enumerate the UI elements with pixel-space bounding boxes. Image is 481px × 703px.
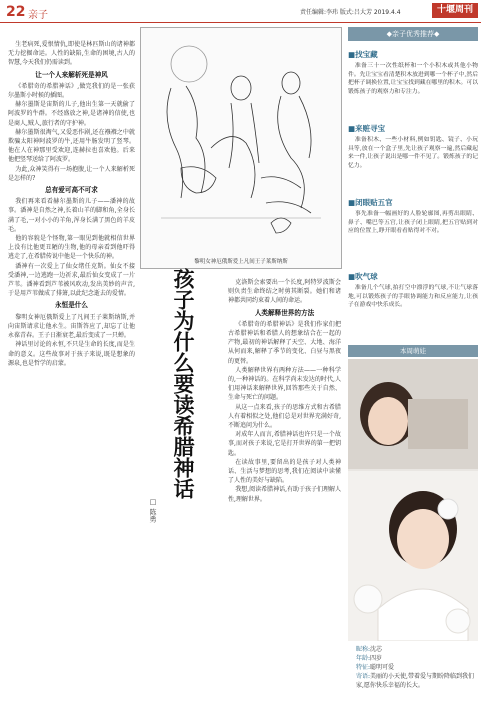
info-value: 美丽的小天使,带着爱与期盼降临到我们家,愿你快乐幸福的长大。: [356, 673, 474, 689]
activity-section: [348, 49, 478, 96]
activity-title: ■来赃寻宝: [348, 124, 386, 133]
activity-body: 准备几个气球,拍打空中漂浮的气球,不让气球落地,可以锻炼孩子的手眼协调能力和反应能力,让孩子在游戏中快乐成长。: [348, 285, 478, 309]
article-title: 孩子为什么要读希腊神话: [171, 268, 196, 499]
sidebar: [348, 27, 478, 699]
paragraph: 赫尔墨斯是宙斯的儿子,他出生第一天就偷了阿波罗的牛群。不经盛放之神,是诸神的信使,也是商人,贼人,旅行者的守护神。: [8, 101, 135, 127]
paragraph: 《希腊奇的希腊神话》是我们作家们把古希腊神话和希腊人的想象结合在一起的产物,最初的神话解释了天空、大地、海洋从何而来,解释了季节的变化、白昼与黑夜的更替。: [228, 320, 341, 365]
info-key: 寄语:: [356, 673, 371, 680]
info-key: 年龄:: [356, 655, 371, 662]
photo-header: 本周萌娃: [348, 345, 478, 357]
paragraph: 克洛斯会索要出一个长度,阿特罗波斯会则负责生命终结之时剪其断裂。她们和诸神都共同约束着人间的命运。: [228, 279, 341, 305]
subheading: 让一个人来解析死是神风: [35, 70, 108, 79]
paragraph: 我想,阅读希腊神话,有助于孩子们理解人性,理解世界。: [228, 486, 341, 503]
sketch-drawing: [141, 28, 341, 258]
paragraph: 我们再来看看赫尔墨斯的儿子——潘神的故事。潘神是自然之神,长着山羊的脚和角,全身长满了毛,一对小小的羊角,浑身长满了黑色的羊皮毛。: [8, 198, 135, 233]
baby-info: [356, 645, 474, 690]
activity-section: [348, 271, 478, 310]
page-number: 22: [6, 4, 26, 20]
sidebar-title: ◆亲子优秀推荐◆: [348, 27, 478, 41]
mythology-illustration: [140, 27, 342, 269]
article-author: □ 陈勇: [149, 498, 157, 523]
illustration-caption: 黎明女神厄俄斯爱上凡间王子莱斯纳斯: [194, 259, 288, 265]
baby-photo-image: [348, 359, 478, 641]
info-value: 聪明可爱: [370, 664, 395, 671]
section-name: 亲子: [28, 10, 48, 21]
activity-body: 准备积木、一些小材料,例如钥匙、镜子、小玩具等,放在一个盒子里,先让孩子观察一遍,然后藏起来一件,让孩子说出是哪一件不见了。锻炼孩子的记忆力。: [348, 137, 478, 169]
page-header: [0, 0, 481, 23]
activity-title: ■闭眼贴五官: [348, 198, 393, 207]
subheading: 人类解释世界的方法: [254, 308, 315, 317]
editor-credits: 责任编辑:李玮 版式:吕大芳 2019.4.4: [300, 9, 401, 16]
brand-logo: 十堰周刊: [432, 3, 478, 18]
paragraph: 生老病死,爱恨情仇,即使是林匹斯山的诸神都无力挖掘命运。人性的缺陷,生命的困境,古人的智慧,今天我们仍需读到。: [8, 41, 135, 67]
activity-section: [348, 197, 478, 236]
paragraph: 潘神有一次爱上了仙女绪任克斯。仙女不接受潘神,一边逃跑一边祈求,最后仙女变成了一片芦苇。潘神看到芦苇被风吹动,发出美妙的声音,于是用芦苇做成了排箫,以此纪念逝去的爱情。: [8, 262, 135, 298]
activity-body: 准备三十一次性纸杯和一个小积木或其他小物件。先让宝宝看清楚积木放进到哪一个杯子中,然后把杯子调换位置,让宝宝找到藏在哪里的积木。可以锻炼孩子的观察力和专注力。: [348, 63, 478, 95]
paragraph: 为此,众神笑得有一场抱腹,让一个人来解析死是怎样的?: [8, 165, 135, 182]
paragraph: 在读故事里,要留出的是孩子对人类神话、生活与梦想的思考,我们在阅读中读懂了人性的美好与缺陷。: [228, 458, 341, 485]
paragraph: 从这一点来看,孩子的思维方式和古希腊人有着相似之处,他们总是对世界充满好奇,不断追问为什么。: [228, 403, 341, 430]
activity-body: 事先准备一幅画好的人脸轮廓图,再剪出眼睛、鼻子、嘴巴等五官,让孩子闭上眼睛,把五官贴到对应的位置上,睁开眼看看贴得对不对。: [348, 211, 478, 235]
activity-title: ■找宝藏: [348, 50, 378, 59]
article-column-1: [8, 40, 135, 700]
info-key: 昵称:: [356, 646, 371, 653]
info-value: 沈芯: [370, 646, 383, 653]
article-column-3: [228, 278, 341, 700]
info-key: 特征:: [356, 664, 371, 671]
paragraph: 《希腊奇的希腊神话》,做完我们的是一张获尔墨斯小时候的插图。: [8, 82, 135, 100]
paragraph: 对成年人而言,希腊神话也许只是一个故事,而对孩子来说,它是打开世界的第一把钥匙。: [228, 431, 341, 457]
activity-section: [348, 123, 478, 170]
paragraph: 神话里讨论的永恒,不只是生命的长度,而是生命的意义。这些故事对于孩子来说,既是想象的源泉,也是哲学的启蒙。: [8, 341, 135, 367]
info-value: 四岁: [370, 655, 383, 662]
subheading: 永恒是什么: [55, 301, 88, 310]
paragraph: 人类解释世界有两种方法——一种科学的,一种神话的。在科学尚未发达的时代,人们用神话来解释世界,回答那些关于自然、生命与死亡的问题。: [228, 366, 341, 402]
paragraph: 赫尔墨斯很淘气,又爱恶作剧,还在襁褓之中就欺骗太阳神阿波罗的牛,还用牛肠发明了竖琴。他在人在神那里受欢迎,连赫拉也喜欢他。后来他把竖琴送给了阿波罗。: [8, 128, 135, 164]
paragraph: 他的容貌是个怪物,第一眼见到他就相信世界上没有比他更丑陋的生物,他的母亲看到他吓得逃走了,在希腊传说中他是一个快乐的神。: [8, 235, 135, 261]
baby-photo: [348, 359, 478, 641]
paragraph: 黎明女神厄俄斯爱上了凡间王子莱斯纳斯,并向宙斯请求让他永生。宙斯答应了,却忘了让他永葆青春。王子日渐衰老,最后变成了一只蝉。: [8, 313, 135, 340]
subheading: 总有爱可高不可求: [45, 186, 98, 195]
activity-title: ■吹气球: [348, 272, 378, 281]
